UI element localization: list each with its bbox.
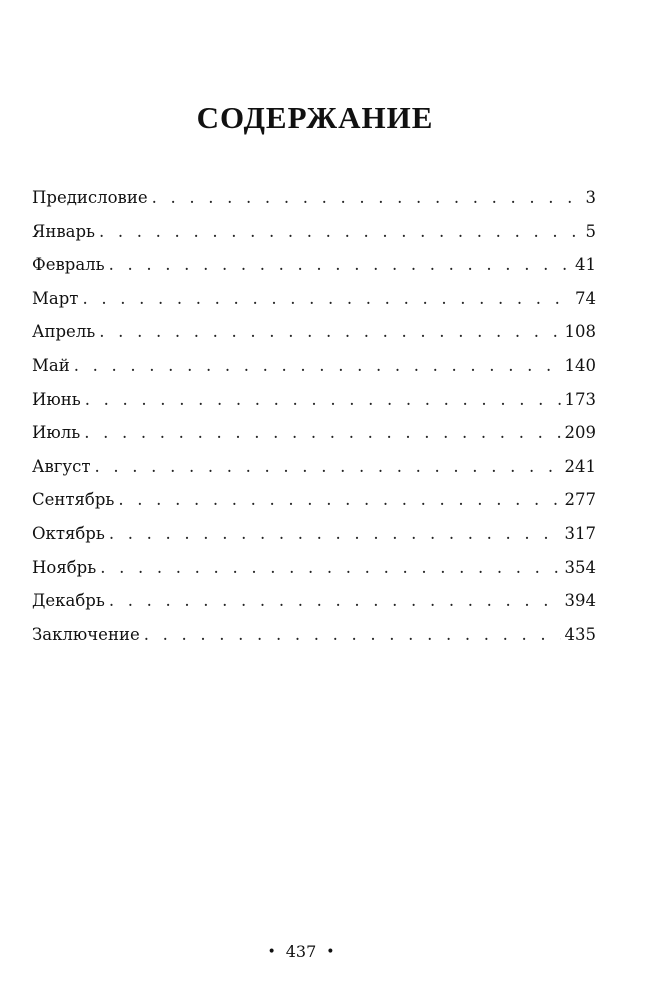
toc-entry-label: Январь xyxy=(32,221,95,241)
toc-entry[interactable] xyxy=(32,255,596,289)
toc-entry[interactable] xyxy=(32,222,596,256)
toc-entry-label: Предисловие xyxy=(32,188,148,207)
toc-entry-page: 277 xyxy=(564,490,596,510)
toc-entry-label: Май xyxy=(32,355,70,375)
dot-leader xyxy=(109,255,571,274)
toc-entry-page: 140 xyxy=(564,355,596,375)
bullet-icon: • xyxy=(326,944,335,960)
dot-leader xyxy=(99,222,582,241)
toc-entry[interactable] xyxy=(32,591,596,625)
page-number: 437 xyxy=(285,942,317,961)
dot-leader xyxy=(95,457,561,476)
toc-entry-label: Сентябрь xyxy=(32,490,115,510)
toc-entry[interactable] xyxy=(32,490,596,524)
toc-entry-label: Март xyxy=(32,288,79,308)
toc-entry-label: Ноябрь xyxy=(32,557,97,577)
toc-entry[interactable] xyxy=(32,625,596,659)
dot-leader xyxy=(74,356,561,375)
toc-entry-label: Заключение xyxy=(32,624,140,644)
bullet-icon: • xyxy=(267,944,276,960)
toc-entry-page: 173 xyxy=(564,389,596,409)
dot-leader xyxy=(99,322,560,341)
toc-entry-label: Июнь xyxy=(32,389,81,409)
dot-leader xyxy=(100,558,560,577)
toc-entry-page: 317 xyxy=(564,523,596,543)
toc-entry-label: Июль xyxy=(32,423,81,443)
dot-leader xyxy=(82,289,571,308)
toc-entry-label: Август xyxy=(32,456,91,476)
toc-entry-page: 354 xyxy=(564,557,596,577)
toc-entry-page: 41 xyxy=(575,255,596,275)
table-of-contents xyxy=(32,188,596,658)
toc-entry-page: 3 xyxy=(585,188,596,207)
toc-entry-page: 5 xyxy=(585,221,596,241)
toc-entry[interactable] xyxy=(32,188,596,222)
toc-entry-label: Февраль xyxy=(32,255,105,275)
toc-entry-label: Декабрь xyxy=(32,591,105,611)
toc-entry[interactable] xyxy=(32,524,596,558)
toc-entry[interactable] xyxy=(32,457,596,491)
dot-leader xyxy=(84,423,560,442)
toc-entry-page: 209 xyxy=(564,423,596,443)
toc-entry[interactable] xyxy=(32,423,596,457)
dot-leader xyxy=(152,188,582,207)
toc-entry[interactable] xyxy=(32,289,596,323)
toc-entry-label: Апрель xyxy=(32,322,96,342)
page-footer xyxy=(0,942,602,961)
toc-entry[interactable] xyxy=(32,558,596,592)
toc-entry-page: 74 xyxy=(575,288,596,308)
dot-leader xyxy=(118,490,560,509)
toc-entry[interactable] xyxy=(32,356,596,390)
dot-leader xyxy=(109,524,561,543)
toc-entry-page: 394 xyxy=(564,591,596,611)
page-title: СОДЕРЖАНИЕ xyxy=(196,100,434,135)
toc-entry[interactable] xyxy=(32,390,596,424)
toc-entry-page: 435 xyxy=(564,624,596,644)
toc-entry-page: 241 xyxy=(564,456,596,476)
dot-leader xyxy=(109,591,561,610)
dot-leader xyxy=(144,625,561,644)
toc-entry-label: Октябрь xyxy=(32,523,105,543)
dot-leader xyxy=(85,390,561,409)
toc-entry[interactable] xyxy=(32,322,596,356)
toc-entry-page: 108 xyxy=(564,322,596,342)
